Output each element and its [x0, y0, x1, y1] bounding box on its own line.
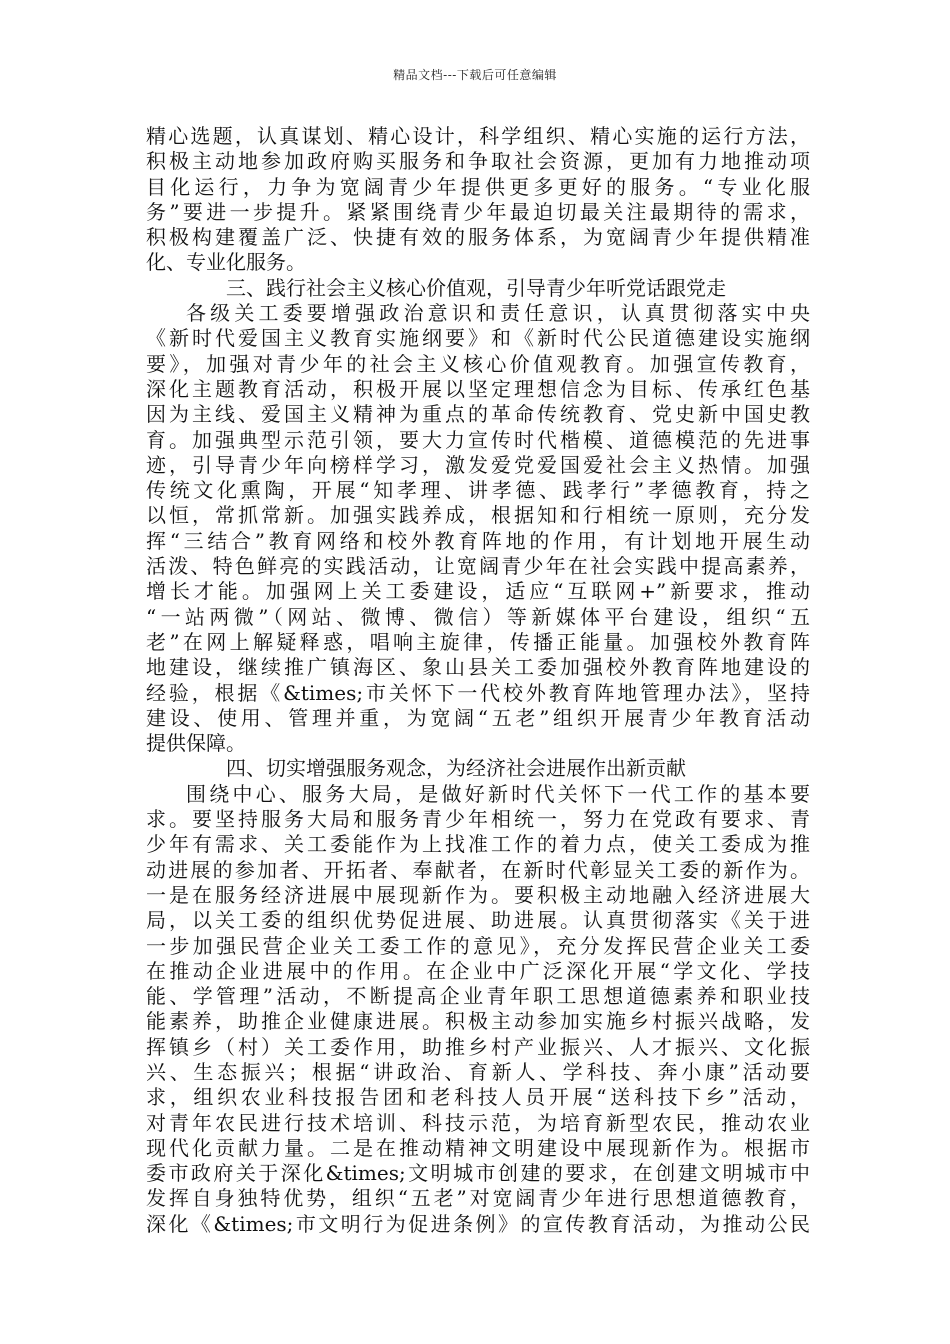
text-line: 积极构建覆盖广泛、快捷有效的服务体系，为宽阔青少年提供精准: [146, 225, 810, 250]
text-line: 对青年农民进行技术培训、科技示范，为培育新型农民，推动农业: [146, 1110, 810, 1135]
section-heading: 三、践行社会主义核心价值观，引导青少年听党话跟党走: [226, 275, 726, 300]
text-line: 一步加强民营企业关工委工作的意见》，充分发挥民营企业关工委: [146, 933, 810, 958]
text-line: 各级关工委要增强政治意识和责任意识，认真贯彻落实中央: [186, 301, 810, 326]
text-line: 能素养，助推企业健康进展。积极主动参加实施乡村振兴战略，发: [146, 1009, 810, 1034]
text-line: 发挥自身独特优势，组织“五老”对宽阔青少年进行思想道德教育，: [146, 1186, 810, 1211]
document-body: [146, 124, 810, 1237]
text-line: 迹，引导青少年向榜样学习，激发爱党爱国爱社会主义热情。加强: [146, 452, 810, 477]
text-line: 局，以关工委的组织优势促进展、助进展。认真贯彻落实《关于进: [146, 908, 810, 933]
text-line: 增长才能。加强网上关工委建设，适应“互联网+”新要求，推动: [146, 579, 810, 604]
text-line: 挥“三结合”教育网络和校外教育阵地的作用，有计划地开展生动: [146, 528, 810, 553]
text-line: 一是在服务经济进展中展现新作为。要积极主动地融入经济进展大: [146, 882, 810, 907]
text-line: 传统文化熏陶，开展“知孝理、讲孝德、践孝行”孝德教育，持之: [146, 478, 810, 503]
text-line: 目化运行，力争为宽阔青少年提供更多更好的服务。“专业化服: [146, 174, 810, 199]
text-line: 挥镇乡（村）关工委作用，助推乡村产业振兴、人才振兴、文化振: [146, 1034, 810, 1059]
text-line: 在推动企业进展中的作用。在企业中广泛深化开展“学文化、学技: [146, 958, 810, 983]
text-line: 务”要进一步提升。紧紧围绕青少年最迫切最关注最期待的需求，: [146, 199, 810, 224]
text-line: 地建设，继续推广镇海区、象山县关工委加强校外教育阵地建设的: [146, 655, 810, 680]
page-header: 精品文档---下载后可任意编辑: [393, 68, 557, 82]
text-line: 兴、生态振兴；根据“讲政治、育新人、学科技、奔小康”活动要: [146, 1059, 810, 1084]
text-line: 建设、使用、管理并重，为宽阔“五老”组织开展青少年教育活动: [146, 705, 810, 730]
text-line: 要》，加强对青少年的社会主义核心价值观教育。加强宣传教育，: [146, 351, 810, 376]
text-line: 委市政府关于深化&times;文明城市创建的要求，在创建文明城市中: [146, 1161, 810, 1186]
text-line: 深化主题教育活动，积极开展以坚定理想信念为目标、传承红色基: [146, 376, 810, 401]
text-line: 少年有需求、关工委能作为上找准工作的着力点，使关工委成为推: [146, 832, 810, 857]
text-line: 求，组织农业科技报告团和老科技人员开展“送科技下乡”活动，: [146, 1085, 810, 1110]
text-line: 围绕中心、服务大局，是做好新时代关怀下一代工作的基本要: [186, 781, 810, 806]
text-line: 精心选题，认真谋划、精心设计，科学组织、精心实施的运行方法，: [146, 124, 810, 148]
text-line: 动进展的参加者、开拓者、奉献者，在新时代彰显关工委的新作为。: [146, 857, 810, 882]
text-line: 求。要坚持服务大局和服务青少年相统一，努力在党政有要求、青: [146, 807, 810, 832]
text-line: “一站两微”（网站、微博、微信）等新媒体平台建设，组织“五: [146, 604, 810, 629]
text-line: 老”在网上解疑释惑，唱响主旋律，传播正能量。加强校外教育阵: [146, 629, 810, 654]
text-line: 因为主线、爱国主义精神为重点的革命传统教育、党史新中国史教: [146, 402, 810, 427]
text-line: 《新时代爱国主义教育实施纲要》和《新时代公民道德建设实施纲: [146, 326, 810, 351]
text-line: 以恒，常抓常新。加强实践养成，根据知和行相统一原则，充分发: [146, 503, 810, 528]
text-line: 深化《&times;市文明行为促进条例》的宣传教育活动，为推动公民: [146, 1211, 810, 1236]
text-line: 提供保障。: [146, 731, 246, 756]
text-line: 活泼、特色鲜亮的实践活动，让宽阔青少年在社会实践中提高素养，: [146, 554, 810, 579]
section-heading: 四、切实增强服务观念，为经济社会进展作出新贡献: [226, 756, 686, 781]
text-line: 育。加强典型示范引领，要大力宣传时代楷模、道德模范的先进事: [146, 427, 810, 452]
text-line: 经验，根据《&times;市关怀下一代校外教育阵地管理办法》，坚持: [146, 680, 810, 705]
text-line: 积极主动地参加政府购买服务和争取社会资源，更加有力地推动项: [146, 149, 810, 174]
text-line: 化、专业化服务。: [146, 250, 306, 275]
text-line: 现代化贡献力量。二是在推动精神文明建设中展现新作为。根据市: [146, 1135, 810, 1160]
text-line: 能、学管理”活动，不断提高企业青年职工思想道德素养和职业技: [146, 984, 810, 1009]
